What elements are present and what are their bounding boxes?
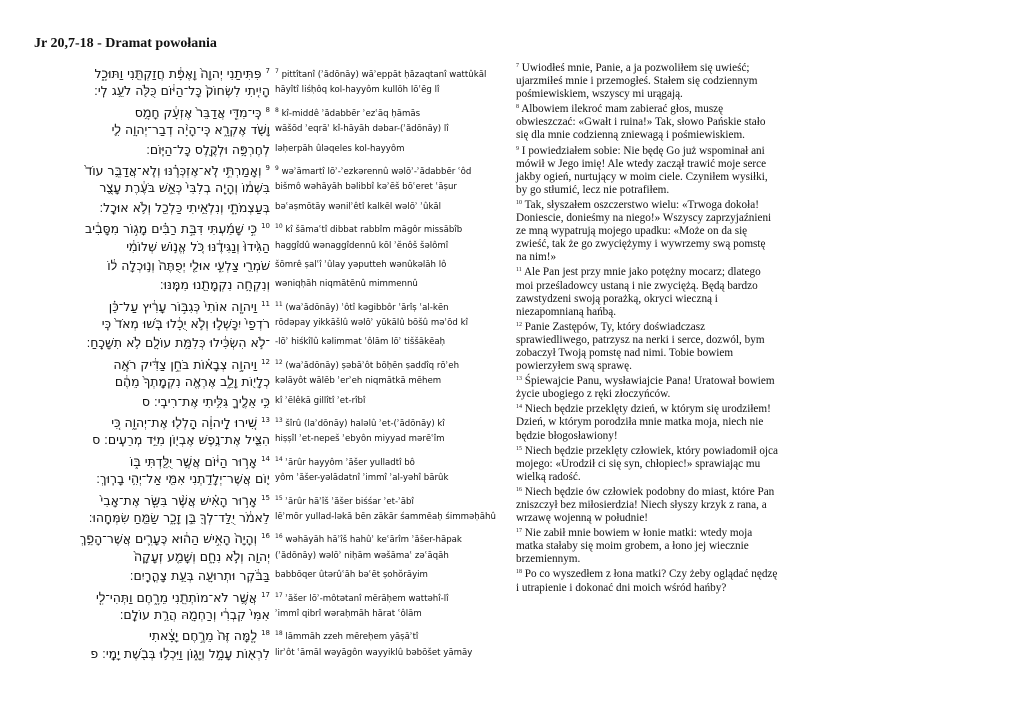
polish-verse [516, 60, 778, 101]
transliteration-line-text: bišmô wəhāyāh bəlibbî kəʾēš bōʿeret ʿāṣur [275, 182, 457, 193]
transliteration-line [275, 217, 505, 236]
transliteration-line-text: kî-middê ʾădabbēr ʾezʿāq ḥāmās [281, 108, 421, 119]
verse-number: 11 [261, 299, 270, 308]
hebrew-line [34, 430, 270, 449]
verse-number: 14 [516, 404, 522, 411]
polish-verse [516, 101, 778, 142]
hebrew-line [34, 450, 270, 469]
hebrew-line [34, 508, 270, 527]
transliteration-line-text: bəʿaṣmōtāy wənilʾêtî kalkēl wəlōʾ ʾûkāl [275, 201, 442, 212]
hebrew-line-text: וַיהוָ֣ה צְבָא֗וֹת בֹּחֵ֣ן צַדִּ֔יק רֹאֶ֥ה [113, 357, 258, 373]
polish-verse [516, 525, 778, 566]
hebrew-line-text: הָיִ֤יתִי לִשְׂחוֹק֙ כָּל־הַיּ֔וֹם כֻּלֹּ֖ה לֹעֵ֥ג לִֽי׃ [94, 83, 270, 99]
transliteration-line-text: kəlāyôt wālēb ʾerʾeh niqmātkā mēhem [275, 376, 442, 387]
hebrew-line [34, 275, 270, 294]
hebrew-line [34, 586, 270, 605]
transliteration-line-text: wəhāyāh hāʾîš hahûʾ keʿārîm ʾăšer-hāpak [285, 535, 462, 546]
hebrew-line [34, 624, 270, 643]
polish-verse-text: Po co wyszedłem z łona matki? Czy żeby oglądać nędzę i utrapienie i dokonać dni moich wśród hańby? [516, 568, 778, 594]
transliteration-line-text: -lōʾ hiśkîlû kəlimmat ʿôlām lōʾ tiššākēaḥ [275, 337, 446, 348]
verse-number: 7 [516, 63, 519, 69]
hebrew-line-text: אָר֣וּר הַיּ֔וֹם אֲשֶׁ֥ר יֻלַּ֖דְתִּי בּ֑וֹ [129, 453, 258, 469]
polish-verse-text: Niech będzie przeklęty dzień, w którym się urodziłem! Dzień, w którym porodziła mnie matka moja, niech nie będzie błogosławiony! [516, 403, 771, 442]
verse-number: 7 [265, 67, 270, 75]
hebrew-line-text: שִׁ֚ירוּ לַֽיהוָ֔ה הַֽלְל֖וּ אֶת־יְהוָ֑ה כִּ֚י [111, 415, 258, 431]
transliteration-line-text: hāyîtî liśḥôq kol-hayyôm kullōh lōʿēg lî [275, 85, 440, 96]
hebrew-line-text: וְנִקְחָ֥ה נִקְמָתֵ֖נוּ מִמֶּֽנּוּ׃ [159, 277, 270, 293]
transliteration-line-text: lāmmāh zzeh mēreḥem yāṣāʾtî [285, 632, 419, 643]
hebrew-line-text: בְּעַצְמֹתָ֑י וְנִלְאֵ֥יתִי כַּלְכֵ֖ל וְלֹ֥א אוּכָֽל׃ [99, 199, 270, 215]
hebrew-line-text: שֹׁמְרֵ֖י צַלְעִ֑י אוּלַ֤י יְפֻתֶּה֙ וְנ֣וּכְלָה ל֔וֹ [107, 257, 270, 273]
polish-verse-text: I powiedziałem sobie: Nie będę Go już wspominał ani mówił w Jego imię! Ale wtedy zaczął trawić moje serce jakby ogień, nurtujący w moim ciele. Czyniłem wysiłki, by go stłumić, lecz nie potrafiłem. [516, 144, 768, 196]
transliteration-line [275, 198, 505, 217]
transliteration-line [275, 314, 505, 333]
transliteration-line [275, 62, 505, 81]
verse-number: 10 [275, 223, 283, 231]
hebrew-line-text: כְלָי֖וֹת וָלֵ֑ב אֶרְאֶ֤ה נִקְמָֽתְךָ֙ מֵהֶ֔ם [114, 374, 270, 390]
transliteration-line-text: kî ʾēlêkā gillîtî ʾet-rîbî [275, 395, 366, 406]
transliteration-line-text: hiṣṣîl ʾet-nepeš ʾebyôn miyyad mərēʿîm [275, 434, 445, 445]
hebrew-line [34, 62, 270, 81]
transliteration-line-text: wəniqḥāh niqmātēnû mimmennû [275, 279, 418, 290]
transliteration-column [275, 62, 505, 663]
hebrew-line-text: לֵאמֹ֔ר יֻלַּד־לְךָ֖ בֵּ֣ן זָכָ֑ר שַׂמֵּ֖חַ שִׂמְּחָֽהוּ׃ [88, 509, 270, 525]
polish-verse-text: Albowiem ilekroć mam zabierać głos, muszę obwieszczać: «Gwałt i ruina!» Tak, słowo Pańskie stało się dla mnie codzienną zniewagą i pośmiewiskiem. [516, 103, 766, 142]
verse-number: 8 [275, 106, 279, 114]
transliteration-line [275, 586, 505, 605]
hebrew-line [34, 392, 270, 411]
transliteration-line-text: babbōqer ûtərûʿāh bəʿēt ṣohŏrāyim [275, 570, 428, 581]
transliteration-line-text: pittîtanî (ʾădōnāy) wāʾeppāt ḥăzaqtanî wattûkāl [281, 70, 487, 80]
hebrew-line-text: הִצִּ֛יל אֶת־נֶ֥פֶשׁ אֶבְי֖וֹן מִיַּ֥ד מְרֵעִֽים׃ ס [92, 432, 270, 448]
verse-number: 14 [275, 455, 283, 463]
polish-verse [516, 566, 778, 594]
transliteration-line [275, 237, 505, 256]
hebrew-line [34, 178, 270, 197]
hebrew-line-text: הַגִּ֙ידוּ֙ וְנַגִּידֶ֔נּוּ כֹּ֚ל אֱנ֣וֹשׁ שְׁלוֹמִ֔י [126, 238, 270, 254]
transliteration-line [275, 624, 505, 643]
transliteration-line [275, 508, 505, 527]
transliteration-line [275, 411, 505, 430]
transliteration-line [275, 450, 505, 469]
hebrew-line [34, 605, 270, 624]
transliteration-line [275, 81, 505, 100]
transliteration-line [275, 469, 505, 488]
hebrew-line-text: ־לֹ֣א הִשְׂכִּ֔ילוּ כְּלִמַּ֥ת עוֹלָ֖ם לֹ֥א תִשָּׁכֵֽחַ׃ [86, 335, 270, 351]
transliteration-line-text: šîrû (laʾdōnāy) haləlû ʾet-(ʾădōnāy) kî [285, 419, 445, 430]
transliteration-line [275, 178, 505, 197]
transliteration-line [275, 120, 505, 139]
transliteration-line [275, 644, 505, 663]
hebrew-line-text: בַּבֹּ֔קֶר וּתְרוּעָ֖ה בְּעֵ֥ת צָהֳרָֽיִם׃ [129, 568, 270, 584]
verse-number: 12 [516, 321, 522, 328]
hebrew-line-text: כִּ֣י שָׁמַ֜עְתִּי דִּבַּ֣ת רַבִּ֗ים מָג֣וֹר מִסָּבִ֔יב [84, 221, 258, 237]
transliteration-line-text: wāšōd ʾeqrāʾ kî-hāyāh dəbar-(ʾădōnāy) lî [275, 124, 449, 135]
hebrew-line [34, 101, 270, 120]
transliteration-line-text: lirʾôt ʿāmāl wəyāgôn wayyiklû bəbōšet yāmāy [275, 647, 473, 658]
polish-verse [516, 143, 778, 197]
polish-verse [516, 373, 778, 401]
polish-verse-text: Tak, słyszałem oszczerstwo wielu: «Trwoga dokoła! Doniescie, donieśmy na niego!» Wszyscy zaprzyjaźnieni ze mną wypatrują mojego upadku: «Może on da się zwieść, tak że go zwyciężymy i wywrzemy swą pomstę na nim!» [516, 198, 772, 264]
hebrew-line-text: פִּתִּיתַנִי יְהוָה֙ וָאֶפָּ֔ת חֲזַקְתַּ֖נִי וַתּוּכָ֑ל [94, 66, 262, 82]
transliteration-line-text: ʾārûr hāʾîš ʾăšer biśśar ʾet-ʾābî [285, 496, 414, 507]
polish-translation-column [516, 60, 778, 595]
verse-number: 11 [275, 300, 283, 308]
polish-verse [516, 197, 778, 264]
hebrew-line-text: רֹדְפַי֙ יִכָּשְׁל֣וּ וְלֹ֣א יֻכָ֔לוּ בֹּ֤שׁוּ מְאֹד֙ כִּֽי [101, 316, 270, 332]
hebrew-line-text: וַיהוָ֤ה אוֹתִי֙ כְּגִבּ֣וֹר עָרִ֔יץ עַל־כֵּ֗ן [108, 298, 258, 314]
hebrew-line-text: וְהָיָה֙ הָאִ֣ישׁ הַה֔וּא כֶּעָרִ֛ים אֲשֶׁר־הָפַ֥ךְ [79, 531, 258, 547]
transliteration-line-text: haggîdû wənaggîdennû kōl ʾĕnôš šəlômî [275, 240, 449, 251]
verse-number: 16 [516, 486, 522, 493]
hebrew-line-text: אֲשֶׁ֥ר לֹא־מוֹתְתַ֖נִי מֵרָ֑חֶם וַתְּהִי־לִ֤י [95, 589, 258, 605]
hebrew-line [34, 120, 270, 139]
verse-number: 11 [516, 267, 522, 274]
verse-number: 18 [516, 569, 522, 576]
verse-number: 16 [261, 532, 270, 541]
hebrew-line [34, 295, 270, 314]
hebrew-line-text: לְחֶרְפָּ֥ה וּלְקֶ֖לֶס כָּל־הַיּֽוֹם׃ [146, 141, 270, 157]
transliteration-line-text: ʾăšer lōʾ-môtətanî mērāḥem wattəhî-lî [285, 593, 449, 604]
verse-number: 10 [261, 222, 270, 231]
transliteration-line-text: ʾimmî qibrî wəraḥmāh hărat ʿôlām [275, 608, 422, 619]
transliteration-line-text: (waʾădōnāy) ʾôtî kəgibbôr ʿārîṣ ʿal-kēn [285, 302, 449, 313]
transliteration-line [275, 256, 505, 275]
polish-verse-text: Niech będzie ów człowiek podobny do miast, które Pan zniszczył bez miłosierdzia! Niech słyszy krzyk z rana, a wrzawę wojenną w południe! [516, 485, 775, 525]
polish-verse-text: Niech będzie przeklęty człowiek, który powiadomił ojca mojego: «Urodził ci się syn, chłopiec!» sprawiając mu wielką radość. [516, 444, 778, 483]
verse-number: 9 [275, 164, 279, 172]
verse-number: 18 [275, 630, 283, 638]
verse-number: 9 [516, 145, 519, 152]
hebrew-line [34, 411, 270, 430]
transliteration-line-text: (ʾădōnāy) wəlōʾ niḥām wəšāmaʿ zəʿāqāh [275, 550, 449, 561]
transliteration-line-text: rōdəpay yikkāšlû wəlōʾ yūkālû bōšû məʾōd kî [275, 318, 468, 329]
verse-number: 13 [275, 417, 283, 425]
transliteration-line [275, 605, 505, 624]
transliteration-line [275, 527, 505, 546]
polish-verse [516, 264, 778, 318]
verse-number: 10 [516, 199, 522, 206]
verse-number: 7 [275, 68, 279, 75]
hebrew-line [34, 217, 270, 236]
transliteration-line-text: yôm ʾăšer-yəlādatnî ʾimmî ʾal-yəhî bārûk [275, 473, 449, 484]
transliteration-line [275, 489, 505, 508]
page-title: Jr 20,7-18 - Dramat powołania [34, 36, 217, 51]
hebrew-line [34, 353, 270, 372]
hebrew-line [34, 644, 270, 663]
transliteration-line-text: ləḥerpāh ûləqeles kol-hayyôm [275, 143, 405, 154]
hebrew-line-text: לִרְא֖וֹת עָמָ֣ל וְיָג֑וֹן וַיִּכְל֥וּ בְּבֹ֖שֶׁת יָמָֽי׃ פ [90, 645, 270, 661]
verse-number: 15 [261, 493, 270, 502]
verse-number: 14 [261, 454, 270, 463]
hebrew-line [34, 527, 270, 546]
verse-number: 18 [261, 629, 270, 638]
hebrew-line [34, 566, 270, 585]
verse-number: 16 [275, 533, 283, 541]
transliteration-line [275, 140, 505, 159]
hebrew-line [34, 372, 270, 391]
hebrew-line [34, 314, 270, 333]
verse-number: 17 [261, 590, 270, 599]
hebrew-line-text: בִּשְׁמ֔וֹ וְהָיָ֤ה בְלִבִּי֙ כְּאֵ֣שׁ בֹּעֶ֔רֶת עָצֻ֖ר [99, 180, 270, 196]
verse-number: 13 [516, 376, 522, 383]
hebrew-line [34, 489, 270, 508]
hebrew-line [34, 547, 270, 566]
hebrew-line [34, 198, 270, 217]
hebrew-line-text: כִּ֥י אֵלֶ֖יךָ גִּלִּ֥יתִי אֶת־רִיבִֽי׃ ס [141, 393, 270, 409]
hebrew-line-text: י֛וֹם אֲשֶׁר־יְלָדַ֥תְנִי אִמִּ֖י אַל־יְהִ֥י בָרֽוּךְ׃ [96, 471, 270, 487]
polish-verse-text: Śpiewajcie Panu, wysławiajcie Pana! Uratował bowiem życie ubogiego z ręki złoczyńców. [516, 375, 775, 401]
hebrew-line-text: אָר֣וּר הָאִ֗ישׁ אֲשֶׁ֨ר בִּשַּׂ֤ר אֶת־אָבִי֙ [100, 492, 258, 508]
transliteration-line-text: wəʾāmartî lōʾ-ʾezkərennû wəlōʾ-ʾădabbēr ʿôd [281, 166, 472, 177]
hebrew-line [34, 140, 270, 159]
hebrew-line [34, 256, 270, 275]
verse-number: 15 [275, 494, 283, 502]
transliteration-line [275, 333, 505, 352]
transliteration-line [275, 430, 505, 449]
verse-number: 8 [516, 104, 519, 111]
hebrew-line-text: וָשֹׁ֖ד אֶקְרָ֑א כִּֽי־הָיָ֨ה דְבַר־יְהוָ֥ה לִ֛י [111, 122, 270, 138]
hebrew-line-text: וְאָמַרְתִּ֣י לֹֽא־אֶזְכְּרֶ֗נּוּ וְלֹֽא־אֲדַבֵּ֥ר עוֹד֙ [85, 163, 262, 179]
transliteration-line-text: ʾārûr hayyôm ʾăšer yulladtî bô [285, 457, 415, 468]
transliteration-line [275, 372, 505, 391]
polish-verse-text: Panie Zastępów, Ty, który doświadczasz sprawiedliwego, patrzysz na nerki i serce, dozwól, bym zobaczył Twoją pomstę nad nimi. Tobie bowiem powierzyłem swą sprawę. [516, 320, 765, 373]
transliteration-line [275, 392, 505, 411]
transliteration-line [275, 275, 505, 294]
transliteration-line [275, 101, 505, 120]
polish-verse [516, 484, 778, 525]
verse-number: 9 [265, 163, 270, 172]
verse-number: 8 [265, 105, 270, 114]
polish-verse [516, 319, 778, 373]
hebrew-line [34, 333, 270, 352]
transliteration-line [275, 566, 505, 585]
hebrew-line-text: יְהוָ֖ה וְלֹ֣א נִחָ֑ם וְשָׁמַ֤ע זְעָקָה֙ [134, 548, 270, 564]
hebrew-line [34, 469, 270, 488]
hebrew-line-text: כִּֽי־מִדֵּ֤י אֲדַבֵּר֙ אֶזְעָ֔ק חָמָ֥ס [134, 104, 262, 120]
transliteration-line [275, 295, 505, 314]
verse-number: 12 [275, 358, 283, 366]
polish-verse-text: Ale Pan jest przy mnie jako potężny mocarz; dlatego moi prześladowcy ustaną i nie zwyciężą. Będą bardzo zawstydzeni swoją porażką, okryci wieczną i niezapomnianą hańbą. [516, 266, 761, 318]
transliteration-line-text: šōmrê ṣalʿî ʾûlay yəputteh wənûkəlāh lô [275, 259, 447, 270]
hebrew-line-text: לָ֤מָּה זֶּה֙ מֵרֶ֣חֶם יָצָ֔אתִי [149, 628, 258, 644]
hebrew-line [34, 237, 270, 256]
polish-verse [516, 443, 778, 484]
transliteration-line [275, 353, 505, 372]
hebrew-line [34, 81, 270, 100]
verse-number: 12 [261, 357, 270, 366]
verse-number: 17 [275, 591, 283, 599]
transliteration-line-text: (waʾădōnāy) ṣəbāʾôt bōḥēn ṣaddîq rōʾeh [285, 360, 460, 371]
verse-number: 15 [516, 445, 522, 452]
transliteration-line [275, 159, 505, 178]
transliteration-line-text: lēʾmōr yullad-ləkā bēn zākār śammēaḥ śimməḥāhû [275, 511, 496, 522]
hebrew-line [34, 159, 270, 178]
verse-number: 17 [516, 528, 522, 535]
polish-verse-text: Uwiodłeś mnie, Panie, a ja pozwoliłem się uwieść; ujarzmiłeś mnie i przemogłeś. Stałem się codziennym pośmiewiskiem, wszyscy mi urągają. [516, 62, 758, 101]
hebrew-text-column [34, 62, 270, 663]
hebrew-line-text: אִמִּי֙ קִבְרִ֔י וְרַחְמָ֖הּ הֲרַ֥ת עוֹלָֽם׃ [119, 606, 270, 622]
transliteration-line [275, 547, 505, 566]
polish-verse-text: Nie zabił mnie bowiem w łonie matki: wtedy moja matka stałaby się moim grobem, a łono jej wiecznie brzemiennym. [516, 527, 753, 566]
polish-verse [516, 401, 778, 442]
verse-number: 13 [261, 416, 270, 425]
transliteration-line-text: kî šāmaʿtî dibbat rabbîm māgôr missābîb [285, 225, 463, 236]
